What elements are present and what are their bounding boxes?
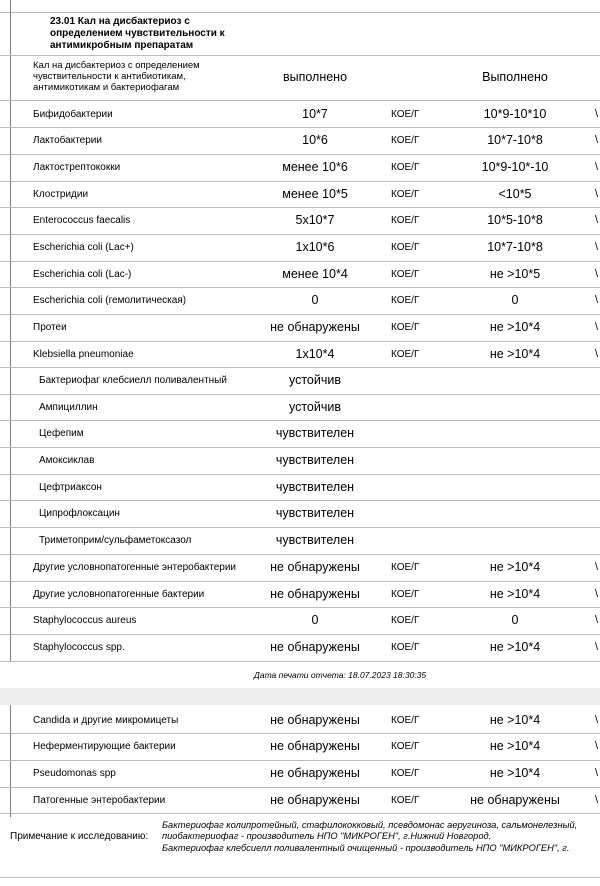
table-row [0,181,600,208]
table-row [0,234,600,261]
result-value: менее 10*5 [282,186,348,201]
reference-value: не >10*4 [489,560,541,574]
unit: КОЕ/Г [391,348,420,360]
unit: КОЕ/Г [391,161,420,173]
antibiotic-name: Цефепим [39,428,84,440]
reference-value: не >10*4 [489,739,541,754]
result-value: 5x10*7 [295,213,335,228]
truncated-column: \ [595,294,599,307]
sensitivity-result: чувствителен [275,426,355,441]
bottom-rule [0,877,600,878]
truncated-column: \ [595,740,599,753]
truncated-column: \ [595,160,599,173]
header-analysis-name: Кал на дисбактериоз с определением чувствительности к антибиотикам, антимикотикам и бактериофагам [33,60,200,93]
sensitivity-result: чувствителен [275,453,355,467]
table-row [0,733,600,760]
unit: КОЕ/Г [391,135,420,147]
result-value: не обнаружены [270,739,360,754]
note-line-1: Бактериофаг колипротейный, стафилококковый, псевдомонас аеругиноза, сальмонелезный, [162,820,578,830]
unit: КОЕ/Г [391,321,420,333]
result-value: не обнаружены [270,765,360,780]
analyte-name: Escherichia coli (гемолитическая) [33,295,187,307]
unit: КОЕ/Г [391,767,420,779]
reference-value: не >10*4 [489,319,541,334]
result-value: 0 [311,613,319,628]
result-value: 1x10*4 [295,346,335,361]
result-value: не обнаружены [270,792,360,807]
unit: КОЕ/Г [391,108,420,120]
truncated-column: \ [595,347,599,360]
report-page-2 [0,705,600,886]
analyte-name: Протеи [33,321,67,333]
analyte-name: Enterococcus faecalis [33,215,131,227]
unit: КОЕ/Г [391,188,420,200]
table-row [0,101,600,128]
table-row [0,554,600,581]
table-row [0,154,600,181]
result-value: не обнаружены [270,586,360,601]
truncated-column: \ [595,214,599,227]
unit: КОЕ/Г [391,794,420,806]
reference-value: 0 [511,293,519,308]
sensitivity-row [0,367,600,394]
antibiotic-name: Ципрофлоксацин [39,508,120,520]
analyte-name: Патогенные энтеробактерии [33,794,166,806]
note-line-3: Бактериофаг клебсиелл поливалентный очищенный - производитель НПО "МИКРОГЕН", г. [162,842,570,853]
sensitivity-result: чувствителен [275,506,355,521]
reference-value: 10*5-10*8 [487,213,543,228]
result-value: не обнаружены [270,640,360,654]
reference-value: 10*9-10*10 [483,106,547,121]
analyte-name: Бифидобактерии [33,108,113,120]
sensitivity-row [0,474,600,501]
analyte-name: Лактобактерии [33,135,102,147]
truncated-column: \ [595,587,599,600]
antibiotic-name: Триметоприм/сульфаметоксазол [39,535,192,547]
top-rule [0,12,600,13]
result-value: менее 10*4 [282,266,348,281]
result-value: 10*7 [302,106,328,121]
reference-value: не >10*4 [489,586,541,601]
sensitivity-result: устойчив [288,373,341,387]
sensitivity-result: чувствителен [275,479,355,494]
analyte-name: Pseudomonas spp [33,767,116,779]
result-value: не обнаружены [270,560,360,574]
table-row [0,760,600,787]
reference-value: 0 [511,613,519,628]
analyte-name: Escherichia coli (Lac+) [33,241,134,253]
sensitivity-result: чувствителен [275,533,355,548]
analyte-name: Escherichia coli (Lac-) [33,268,132,280]
table-row [0,707,600,734]
truncated-column: \ [595,267,599,280]
sensitivity-row [0,447,600,474]
truncated-column: \ [595,793,599,806]
truncated-column: \ [595,134,599,147]
reference-value: не >10*4 [489,765,541,780]
unit: КОЕ/Г [391,615,420,627]
truncated-column: \ [595,187,599,200]
truncated-column: \ [595,107,599,120]
header-reference: Выполнено [482,70,548,84]
note-label: Примечание к исследованию: [10,831,149,842]
unit: КОЕ/Г [391,642,420,653]
analyte-name: Лактострептококки [33,161,121,173]
truncated-column: \ [595,614,599,627]
page-gap [0,688,600,705]
result-value: 1x10*6 [295,239,335,254]
reference-value: 10*7-10*8 [487,239,543,254]
truncated-column: \ [595,713,599,726]
sensitivity-row [0,420,600,447]
reference-value: 10*7-10*8 [487,133,543,148]
sensitivity-row [0,500,600,527]
sensitivity-row [0,527,600,554]
result-value: 10*6 [302,133,328,148]
analyte-name: Staphylococcus spp. [33,642,125,653]
reference-value: не >10*4 [489,640,541,654]
note-text [162,820,577,854]
analyte-name: Клостридии [33,188,89,200]
unit: КОЕ/Г [391,588,420,600]
analyte-name: Неферментирующие бактерии [33,741,176,753]
unit: КОЕ/Г [391,241,420,253]
section-title: 23.01 Кал на дисбактериоз с определением чувствительности к антимикробным препаратам [50,16,225,51]
table-row [0,261,600,288]
truncated-column: \ [595,240,599,253]
truncated-column: \ [595,561,599,573]
reference-value: не >10*5 [489,266,541,281]
analyte-name: Candida и другие микромицеты [33,714,179,726]
sensitivity-row [0,394,600,421]
unit: КОЕ/Г [391,714,420,726]
result-value: менее 10*6 [282,159,348,174]
reference-value: <10*5 [498,186,532,201]
table-row [0,634,600,661]
table-row [0,341,600,368]
antibiotic-name: Бактериофаг клебсиелл поливалентный [39,375,227,386]
result-value: не обнаружены [270,319,360,334]
table-row [0,607,600,634]
sensitivity-result: устойчив [288,399,341,414]
reference-value: не обнаружены [470,792,560,807]
result-value: 0 [311,293,319,308]
truncated-column: \ [595,766,599,779]
note-line-2: пиобактериофаг - производитель НПО "МИКРОГЕН", г.Нижний Новгород. [162,831,492,842]
result-value: не обнаружены [270,712,360,727]
analyte-name: Klebsiella pneumoniae [33,348,134,360]
unit: КОЕ/Г [391,215,420,227]
row-divider [0,813,600,814]
table-row [0,207,600,234]
table-row [0,581,600,608]
unit: КОЕ/Г [391,268,420,280]
reference-value: не >10*4 [489,712,541,727]
antibiotic-name: Ампициллин [39,401,98,413]
header-result: выполнено [282,70,348,84]
table-row [0,127,600,154]
analyte-name: Другие условнопатогенные энтеробактерии [33,562,237,573]
table-row [0,314,600,341]
unit: КОЕ/Г [391,741,420,753]
analyte-name: Staphylococcus aureus [33,615,137,627]
analyte-name: Другие условнопатогенные бактерии [33,588,205,600]
reference-value: 10*9-10*-10 [481,159,549,174]
table-row [0,287,600,314]
antibiotic-name: Цефтриаксон [39,481,102,493]
truncated-column: \ [595,641,599,653]
print-date: Дата печати отчета: 18.07.2023 18:30:35 [253,670,427,680]
row-divider [0,661,600,662]
reference-value: не >10*4 [489,346,541,361]
truncated-column: \ [595,320,599,333]
unit: КОЕ/Г [391,562,420,573]
antibiotic-name: Амоксиклав [39,455,95,466]
table-row [0,787,600,814]
unit: КОЕ/Г [391,295,420,307]
